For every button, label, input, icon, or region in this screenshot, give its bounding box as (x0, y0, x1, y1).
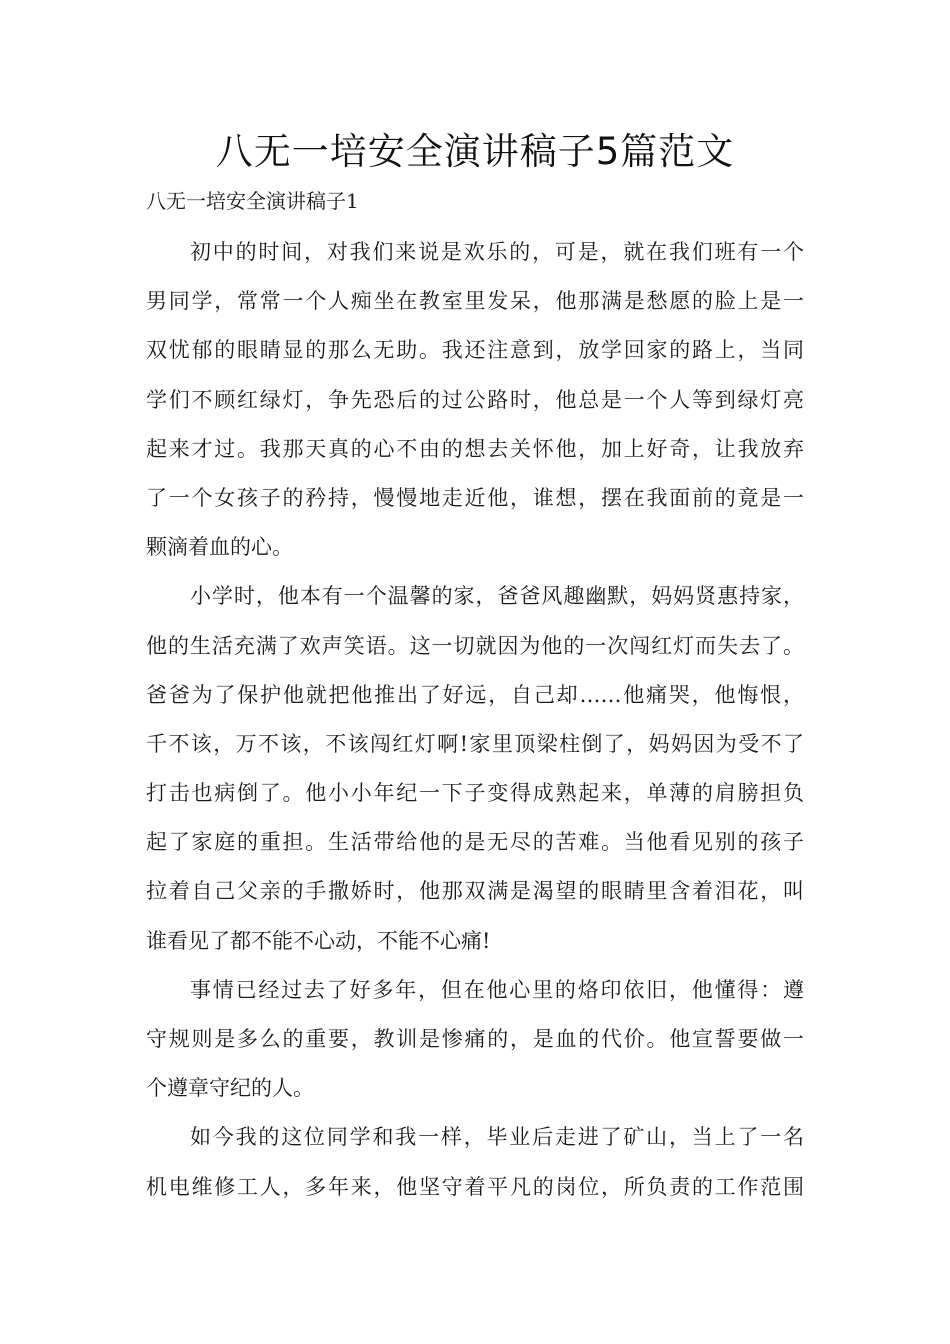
paragraph-line: 谁看见了都不能不心动，不能不心痛! (146, 928, 491, 953)
paragraph-line: 初中的时间，对我们来说是欢乐的，可是，就在我们班有一个 (190, 240, 804, 264)
paragraph-3 (146, 966, 804, 1114)
document-title: 八无一培安全演讲稿子5篇范文 (215, 130, 735, 173)
document-body (146, 228, 804, 1212)
paragraph-4 (146, 1113, 804, 1211)
paragraph-line: 爸爸为了保护他就把他推出了好远，自己却……他痛哭，他悔恨， (146, 682, 804, 707)
paragraph-line: 起来才过。我那天真的心不由的想去关怀他，加上好奇，让我放弃 (146, 436, 804, 461)
paragraph-line: 双忧郁的眼睛显的那么无助。我还注意到，放学回家的路上，当同 (146, 338, 804, 363)
paragraph-line: 千不该，万不该，不该闯红灯啊!家里顶梁柱倒了，妈妈因为受不了 (146, 731, 804, 756)
paragraph-line: 起了家庭的重担。生活带给他的是无尽的苦难。当他看见别的孩子 (146, 830, 804, 855)
paragraph-line: 男同学，常常一个人痴坐在教室里发呆，他那满是愁愿的脸上是一 (146, 289, 804, 314)
paragraph-2 (146, 572, 804, 966)
paragraph-line: 如今我的这位同学和我一样，毕业后走进了矿山，当上了一名 (190, 1125, 804, 1150)
paragraph-line: 打击也病倒了。他小小年纪一下子变得成熟起来，单薄的肩膀担负 (146, 781, 804, 806)
paragraph-line: 了一个女孩子的矜持，慢慢地走近他，谁想，摆在我面前的竟是一 (146, 485, 804, 510)
paragraph-line: 他的生活充满了欢声笑语。这一切就因为他的一次闯红灯而失去了。 (146, 633, 804, 658)
paragraph-1 (146, 228, 804, 572)
paragraph-line: 守规则是多么的重要，教训是惨痛的，是血的代价。他宣誓要做一 (146, 1027, 804, 1051)
paragraph-line: 机电维修工人，多年来，他坚守着平凡的岗位，所负责的工作范围 (146, 1174, 804, 1199)
paragraph-line: 颗滴着血的心。 (146, 535, 293, 560)
paragraph-line: 个遵章守纪的人。 (146, 1076, 314, 1101)
paragraph-line: 小学时，他本有一个温馨的家，爸爸风趣幽默，妈妈贤惠持家， (190, 584, 804, 609)
document-subtitle: 八无一培安全演讲稿子1 (146, 189, 359, 213)
paragraph-line: 拉着自己父亲的手撒娇时，他那双满是渴望的眼睛里含着泪花，叫 (146, 879, 804, 904)
paragraph-line: 学们不顾红绿灯，争先恐后的过公路时，他总是一个人等到绿灯亮 (146, 387, 804, 412)
paragraph-line: 事情已经过去了好多年，但在他心里的烙印依旧，他懂得：遵 (190, 977, 804, 1002)
